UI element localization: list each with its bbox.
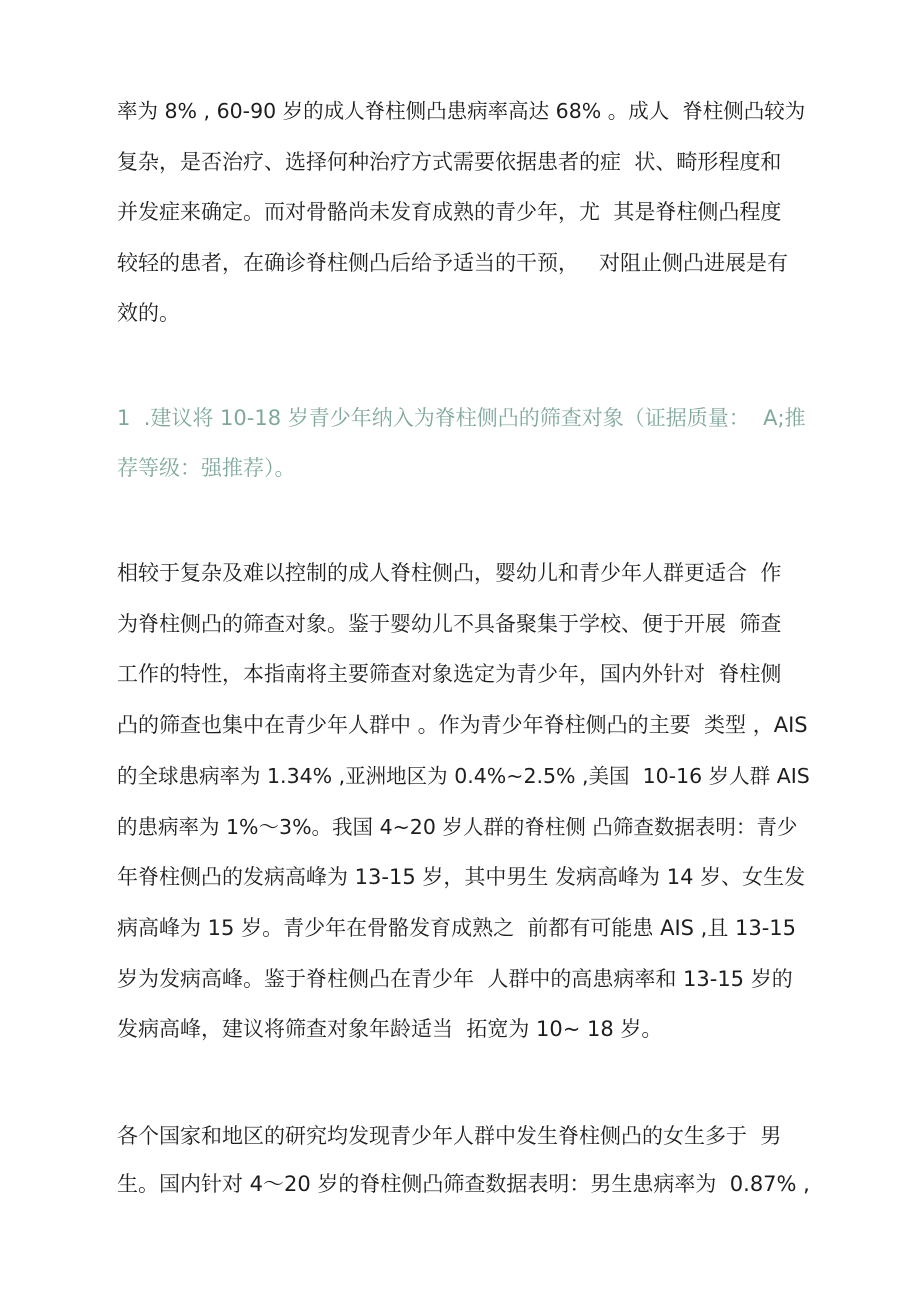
text-line: 相较于复杂及难以控制的成人脊柱侧凸，婴幼儿和青少年人群更适合 作 xyxy=(117,561,782,585)
text-line: 凸的筛查也集中在青少年人群中 。作为青少年脊柱侧凸的主要 类型 ，AIS xyxy=(117,713,808,737)
text-line: 各个国家和地区的研究均发现青少年人群中发生脊柱侧凸的女生多于 男 xyxy=(117,1124,782,1148)
text-line: 年脊柱侧凸的发病高峰为 13-15 岁，其中男生 发病高峰为 14 岁、女生发 xyxy=(117,865,806,889)
text-line: 复杂，是否治疗、选择何种治疗方式需要依据患者的症 状、畸形程度和 xyxy=(117,150,782,174)
text-line: 的全球患病率为 1.34% ,亚洲地区为 0.4%~2.5% ,美国 10-16 岁人群 AIS xyxy=(117,764,810,788)
text-line: 效的。 xyxy=(117,301,180,325)
text-line: 岁为发病高峰。鉴于脊柱侧凸在青少年 人群中的高患病率和 13-15 岁的 xyxy=(117,967,793,991)
text-line: 并发症来确定。而对骨骼尚未发育成熟的青少年，尤 其是脊柱侧凸程度 xyxy=(117,200,782,224)
text-line: 率为 8% , 60-90 岁的成人脊柱侧凸患病率高达 68% 。成人 脊柱侧凸较为 xyxy=(117,99,806,123)
text-line: 为脊柱侧凸的筛查对象。鉴于婴幼儿不具备聚集于学校、便于开展 筛查 xyxy=(117,612,782,636)
text-line: 工作的特性，本指南将主要筛查对象选定为青少年，国内外针对 脊柱侧 xyxy=(117,662,782,686)
text-line: 生。国内针对 4～20 岁的脊柱侧凸筛查数据表明：男生患病率为 0.87% , xyxy=(117,1172,810,1196)
text-line: 发病高峰，建议将筛查对象年龄适当 拓宽为 10~ 18 岁。 xyxy=(117,1017,663,1041)
text-line: 的患病率为 1%～3%。我国 4~20 岁人群的脊柱侧 凸筛查数据表明：青少 xyxy=(117,815,798,839)
recommendation-line: 荐等级：强推荐）。 xyxy=(117,456,296,480)
recommendation-line: 1 .建议将 10-18 岁青少年纳入为脊柱侧凸的筛查对象（证据质量： A;推 xyxy=(117,406,806,430)
text-line: 病高峰为 15 岁。青少年在骨骼发育成熟之 前都有可能患 AIS ,且 13-15 xyxy=(117,916,797,940)
text-line: 较轻的患者，在确诊脊柱侧凸后给予适当的干预， 对阻止侧凸进展是有 xyxy=(117,251,789,275)
